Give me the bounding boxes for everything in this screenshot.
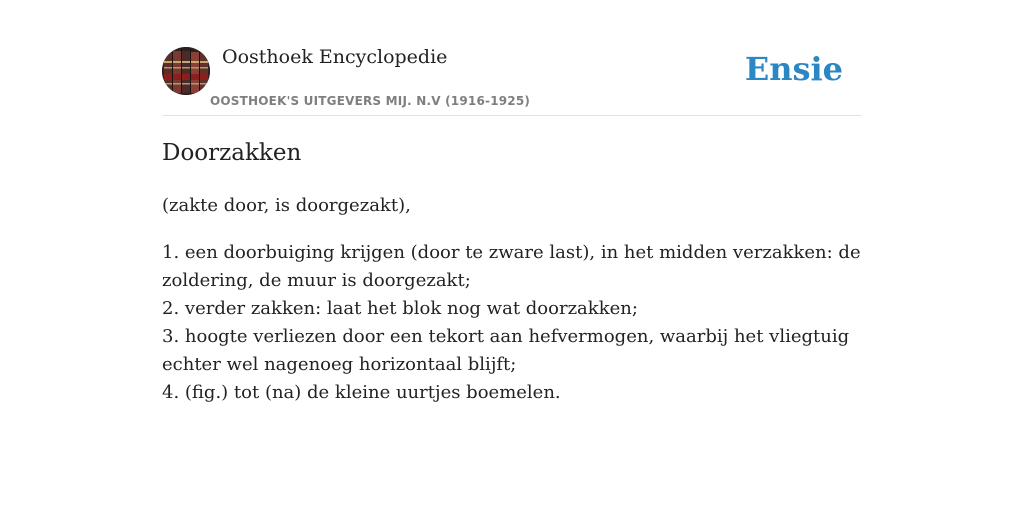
page-container (162, 0, 862, 512)
entry-intro: (zakte door, is doorgezakt), (162, 195, 411, 216)
book-spines-icon (162, 47, 210, 95)
entry-title: Doorzakken (162, 140, 302, 166)
definition-item: 3. hoogte verliezen door een tekort aan hefvermogen, waarbij het vliegtuig echter wel nagenoeg horizontaal blijft; (162, 326, 850, 375)
source-publisher: OOSTHOEK'S UITGEVERS MIJ. N.V (1916-1925) (210, 94, 531, 108)
entry-body (162, 192, 862, 407)
definition-item: 2. verder zakken: laat het blok nog wat doorzakken; (162, 298, 638, 319)
definition-item: 1. een doorbuiging krijgen (door te zware last), in het midden verzakken: de zoldering, de muur is doorgezakt; (162, 242, 861, 291)
source-header (162, 0, 862, 116)
ensie-logo[interactable]: Ensie (744, 50, 843, 88)
definition-item: 4. (fig.) tot (na) de kleine uurtjes boemelen. (162, 382, 561, 403)
definition-list (162, 239, 862, 407)
source-avatar[interactable] (162, 47, 210, 95)
source-title-link[interactable]: Oosthoek Encyclopedie (222, 46, 448, 68)
